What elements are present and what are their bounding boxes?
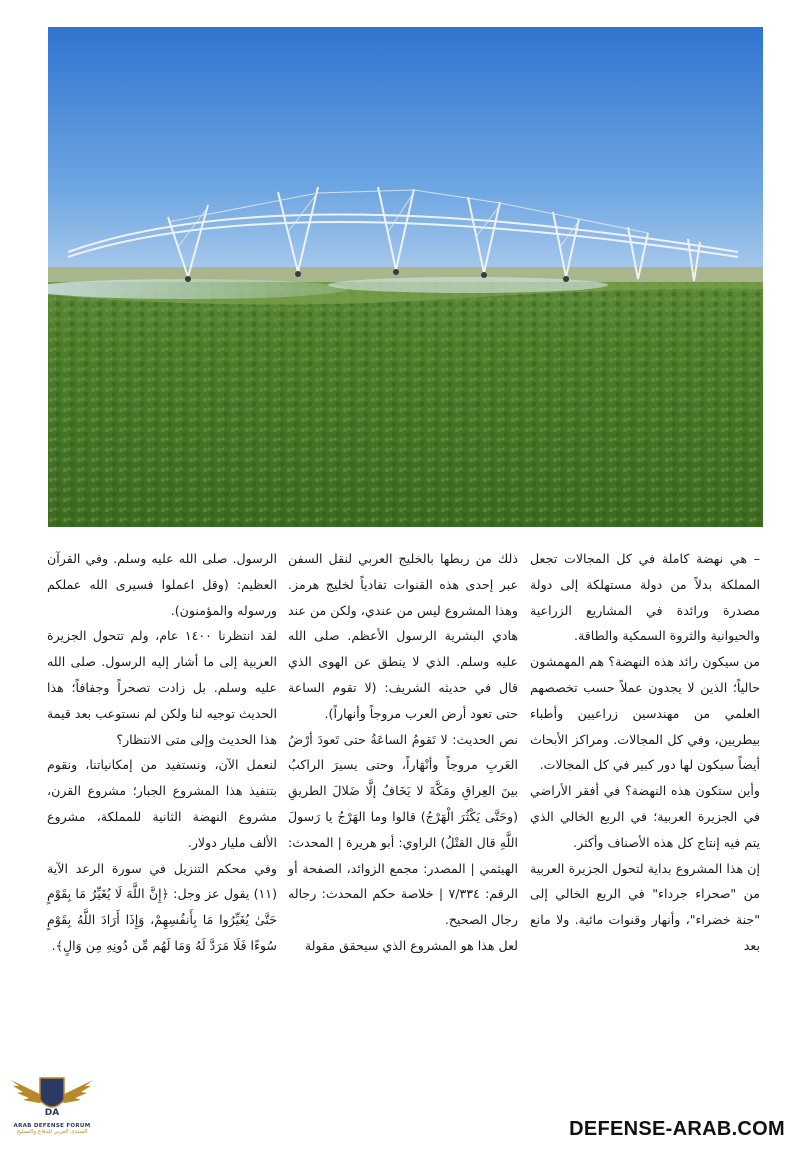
paragraph: إن هذا المشروع بداية لتحول الجزيرة العربية من "صحراء جرداء" في الربع الخالي إلى "جنة خضراء"، وأنهار وقنوات مائية. ولا مانع بعد: [530, 860, 760, 953]
paragraph: لعل هذا هو المشروع الذي سيحقق مقولة: [304, 937, 518, 953]
logo-name-en: ARAB DEFENSE FORUM: [13, 1123, 91, 1129]
wings-emblem-icon: [9, 1070, 95, 1122]
paragraph: ذلك من ربطها بالخليج العربي لنقل السفن عبر إحدى هذه القنوات تفادياً لخليج هرمز. وهذا المشروع ليس من عندي، ولكن من عند هادي البشرية الرسول الأعظم. صلى الله عليه وسلم. الذي لا ينطق عن الهوى الذي قال في حديثه الشريف: (لا تقوم الساعة حتى تعود أرض العرب مروجاً وأنهاراً).: [288, 551, 518, 721]
paragraph: لقد انتظرنا ١٤٠٠ عام، ولم تتحول الجزيرة العربية إلى ما أشار إليه الرسول. صلى الله عليه وسلم. بل زادت تصحراً وجفافاً؛ هذا الحديث توجيه لنا ولكن لم نستوعب بعد قيمة هذا الحديث وإلى متى الانتظار؟: [47, 628, 277, 747]
arab-defense-forum-logo[interactable]: [6, 1070, 98, 1148]
field-photo-illustration: [48, 27, 763, 527]
paragraph: – هي نهضة كاملة في كل المجالات تجعل المملكة بدلاً من دولة مستهلكة إلى دولة مصدرة ورائدة في المشاريع الزراعية والحيوانية والثروة السمكية والطاقة.: [530, 551, 760, 644]
pivot-irrigation-field-photo: [48, 27, 763, 527]
paragraph: وأين ستكون هذه النهضة؟ في أفقر الأراضي في الجزيرة العربية؛ في الربع الخالي الذي يتم فيه إنتاج كل هذه الأصناف وأكثر.: [530, 783, 760, 850]
paragraph: وفي محكم التنزيل في سورة الرعد الآية (١١) يقول عز وجل: ﴿إِنَّ اللَّهَ لَا يُغَيِّرُ مَا بِقَوْمٍ حَتَّىٰ يُغَيِّرُوا مَا بِأَنفُسِهِمْ، وَإِذَا أَرَادَ اللَّهُ بِقَوْمٍ سُوءًا فَلَا مَرَدَّ لَهُ وَمَا لَهُم مِّن دُونِهِ مِن وَالٍ﴾.: [47, 860, 277, 953]
paragraph: الرسول. صلى الله عليه وسلم. وفي القرآن العظيم: (وقل اعملوا فسيرى الله عملكم ورسوله والمؤمنون).: [47, 551, 277, 618]
logo-mark: DA: [44, 1108, 60, 1118]
article-column-2: [288, 546, 518, 959]
paragraph: من سيكون رائد هذه النهضة؟ هم المهمشون حالياً؛ الذين لا يجدون عملاً حسب تخصصهم العلمي من مهندسين زراعيين وأطباء بيطريين، وفي كل المجالات. ومراكز الأبحاث أيضاً سيكون لها دور كبير في كل المجالات.: [530, 654, 760, 773]
logo-name-ar: المنتدى العربي للدفاع والتسليح: [16, 1129, 88, 1135]
paragraph: نص الحديث: لا تَقومُ الساعَةُ حتى تَعودَ أرْضُ العَربِ مروجاً وأنْهَاراً، وحتى يسيرَ الراكبُ بينَ العِراقِ ومَكَّةَ لا يَخَافُ إلَّا ضَلالَ الطريقِ (وحَتَّى يَكْثُرَ الْهَرْجُ) قالوا وما الهَرْجُ يا رَسولَ اللَّهِ قال القتْلُ) الراوي: أبو هريرة | المحدث: الهيثمي | المصدر: مجمع الزوائد، الصفحة أو الرقم: ٧/٣٣٤ | خلاصة حكم المحدث: رجاله رجال الصحيح.: [288, 731, 518, 928]
article-column-3: [47, 546, 277, 959]
site-url-link[interactable]: DEFENSE-ARAB.COM: [569, 1118, 785, 1140]
paragraph: لنعمل الآن، ونستفيد من إمكانياتنا، ونقوم بتنفيذ هذا المشروع الجبار؛ مشروع القرن، مشروع النهضة الثانية للمملكة، مشروع الألف مليار دولار.: [47, 757, 277, 850]
article-column-1: [530, 546, 760, 959]
